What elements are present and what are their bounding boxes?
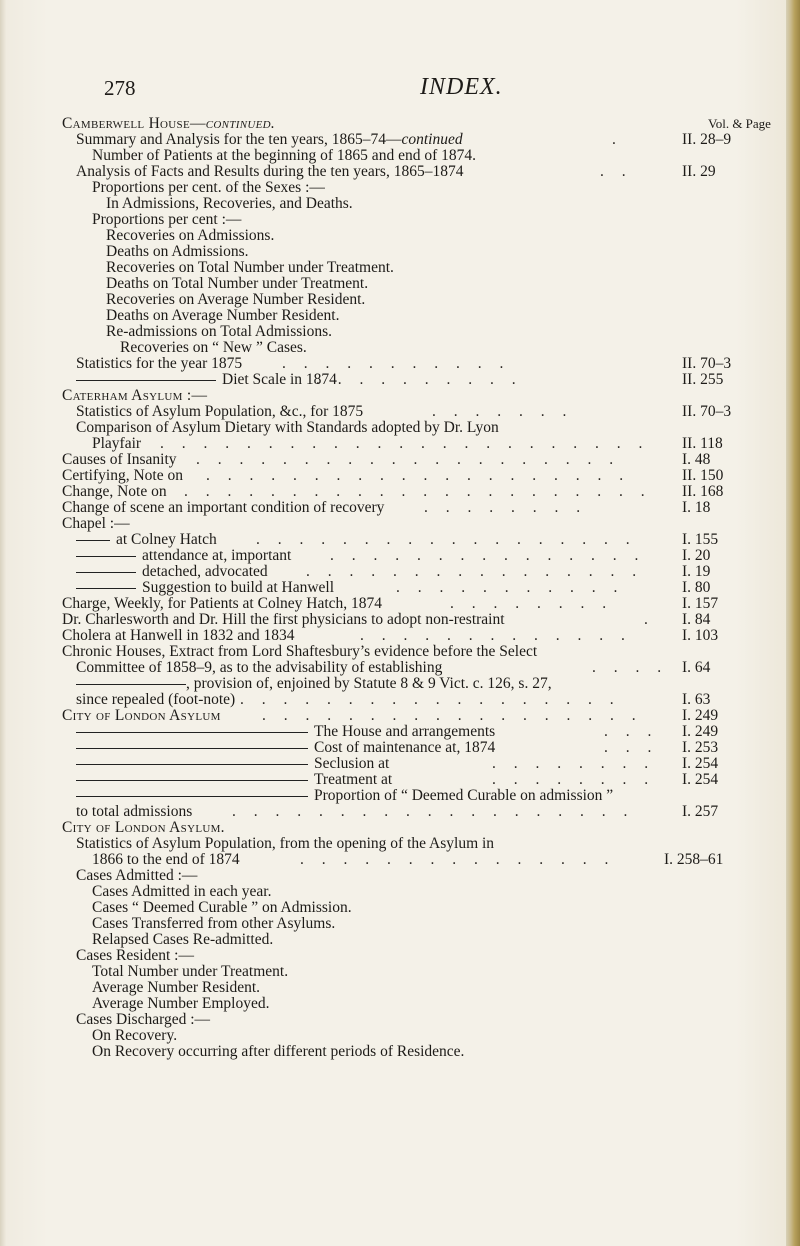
entry-heading: Camberwell House—continued.	[62, 115, 276, 132]
entry-text: Average Number Resident.	[92, 979, 261, 996]
leader-dots: . . . . . . . . . . .	[396, 579, 625, 596]
entry-text: Deaths on Average Number Resident.	[106, 307, 340, 324]
entry-text: Seclusion at	[76, 756, 389, 772]
entry-text: Diet Scale in 1874	[76, 372, 337, 388]
entry-ref: I. 155	[682, 531, 719, 548]
index-entry	[0, 436, 800, 452]
index-entry	[0, 996, 800, 1012]
ditto-rule	[76, 556, 136, 557]
entry-ref: I. 18	[682, 499, 711, 516]
index-entry	[0, 788, 800, 804]
entry-text: to total admissions	[76, 803, 193, 820]
ditto-rule	[76, 540, 110, 541]
entry-ref: I. 48	[682, 451, 711, 468]
index-entry	[0, 116, 800, 132]
entry-text: Certifying, Note on	[62, 467, 183, 484]
index-entry	[0, 820, 800, 836]
leader-dots: . . .	[604, 723, 659, 740]
entry-text: Charge, Weekly, for Patients at Colney Hatch, 1874	[62, 595, 383, 612]
leader-dots: . . . . . . . .	[424, 499, 588, 516]
entry-text: Cases Admitted in each year.	[92, 883, 272, 900]
entry-text: Average Number Employed.	[92, 995, 270, 1012]
entry-text: Change of scene an important condition of recovery	[62, 499, 385, 516]
index-entry	[0, 628, 800, 644]
index-entry	[0, 692, 800, 708]
page-header	[0, 72, 800, 112]
running-head: INDEX.	[420, 74, 503, 100]
leader-dots: . . . . . . . . . . . . .	[360, 627, 632, 644]
entry-ref: I. 19	[682, 563, 711, 580]
ditto-rule	[76, 684, 186, 685]
index-entry	[0, 916, 800, 932]
index-entry	[0, 932, 800, 948]
entry-heading: Caterham Asylum :—	[62, 387, 208, 404]
entry-text: attendance at, important	[76, 548, 291, 564]
entry-text: Dr. Charlesworth and Dr. Hill the first physicians to adopt non-restraint	[62, 611, 505, 628]
index-entry	[0, 948, 800, 964]
entry-text: Proportions per cent. of the Sexes :—	[92, 179, 325, 196]
entry-text: Chapel :—	[62, 515, 130, 532]
index-entry	[0, 868, 800, 884]
index-entry	[0, 804, 800, 820]
index-entry	[0, 676, 800, 692]
entry-ref: I. 258–61	[664, 851, 724, 868]
entry-text: Deaths on Admissions.	[106, 243, 249, 260]
entry-text: Cholera at Hanwell in 1832 and 1834	[62, 627, 295, 644]
entry-ref: II. 29	[682, 163, 716, 180]
entry-text: Relapsed Cases Re-admitted.	[92, 931, 274, 948]
index-entry	[0, 484, 800, 500]
ditto-rule	[76, 796, 308, 797]
index-entry	[0, 1012, 800, 1028]
ditto-rule	[76, 572, 136, 573]
index-entry	[0, 132, 800, 148]
index-entry	[0, 420, 800, 436]
index-entry	[0, 708, 800, 724]
entry-text: In Admissions, Recoveries, and Deaths.	[106, 195, 353, 212]
entry-text: Analysis of Facts and Results during the ten years, 1865–1874	[76, 163, 464, 180]
entry-ref: II. 28–9	[682, 131, 732, 148]
entry-text: Cases Admitted :—	[76, 867, 198, 884]
entry-text: Cases Discharged :—	[76, 1011, 211, 1028]
index-entry	[0, 468, 800, 484]
entry-ref: I. 157	[682, 595, 719, 612]
index-entry	[0, 612, 800, 628]
entry-text: Re-admissions on Total Admissions.	[106, 323, 332, 340]
leader-dots: . . . . . . . . . . . . . . .	[330, 547, 646, 564]
entry-ref: II. 255	[682, 371, 724, 388]
entry-ref: I. 64	[682, 659, 711, 676]
index-entry	[0, 532, 800, 548]
index-entry	[0, 1044, 800, 1060]
entry-ref: II. 118	[682, 435, 723, 452]
leader-dots: . . . . . . . . . . . . . . . . . .	[240, 691, 621, 708]
leader-dots: . . . . . . . . . . . . . . . . . .	[262, 707, 643, 724]
index-entry	[0, 404, 800, 420]
entry-text: On Recovery occurring after different periods of Residence.	[92, 1043, 465, 1060]
entry-ref: I. 20	[682, 547, 711, 564]
index-entry	[0, 212, 800, 228]
leader-dots: . . . . . . .	[432, 403, 574, 420]
index-entry	[0, 1028, 800, 1044]
ditto-rule	[76, 748, 308, 749]
leader-dots: .	[644, 611, 655, 628]
leader-dots: . .	[600, 163, 633, 180]
ditto-rule	[76, 588, 136, 589]
entry-ref: II. 70–3	[682, 355, 732, 372]
entry-text: , provision of, enjoined by Statute 8 & 9 Vict. c. 126, s. 27,	[76, 676, 552, 692]
index-entry	[0, 324, 800, 340]
index-entry	[0, 660, 800, 676]
entry-text: Statistics of Asylum Population, &c., for 1875	[76, 403, 364, 420]
index-entry	[0, 260, 800, 276]
entry-text: Proportion of “ Deemed Curable on admission ”	[76, 788, 613, 804]
entry-text: Change, Note on	[62, 483, 167, 500]
leader-dots: . . . . . . . . . . . . . . . . . . . .	[206, 467, 631, 484]
leader-dots: . . . .	[592, 659, 669, 676]
entry-ref: I. 63	[682, 691, 711, 708]
index-entry	[0, 356, 800, 372]
entry-text: Comparison of Asylum Dietary with Standards adopted by Dr. Lyon	[76, 419, 499, 436]
index-entry	[0, 164, 800, 180]
index-entry	[0, 980, 800, 996]
entry-text: Recoveries on Average Number Resident.	[106, 291, 366, 308]
leader-dots: . . . . . . . . . . . . . . . .	[306, 563, 644, 580]
entry-text: Recoveries on “ New ” Cases.	[120, 339, 307, 356]
index-entry	[0, 900, 800, 916]
index-entry	[0, 644, 800, 660]
index-entry	[0, 756, 800, 772]
entry-ref: I. 84	[682, 611, 711, 628]
index-entry	[0, 244, 800, 260]
entry-ref: I. 254	[682, 771, 719, 788]
index-entry	[0, 292, 800, 308]
index-entry	[0, 836, 800, 852]
index-entry	[0, 148, 800, 164]
leader-dots: . . . . . . . . . . .	[282, 355, 511, 372]
index-entry	[0, 884, 800, 900]
entry-text: at Colney Hatch	[76, 532, 217, 548]
entry-ref: II. 168	[682, 483, 724, 500]
entry-text: Causes of Insanity	[62, 451, 177, 468]
index-entry	[0, 724, 800, 740]
index-entry	[0, 340, 800, 356]
index-entry	[0, 516, 800, 532]
leader-dots: . . . . . . . .	[492, 771, 656, 788]
leader-dots: . . . . . . . . . .	[316, 371, 523, 388]
entry-text: Statistics of Asylum Population, from the opening of the Asylum in	[76, 835, 495, 852]
entry-text: Chronic Houses, Extract from Lord Shaftesbury’s evidence before the Select	[62, 643, 538, 660]
entry-ref: I. 257	[682, 803, 719, 820]
entry-text: Number of Patients at the beginning of 1865 and end of 1874.	[92, 147, 476, 164]
leader-dots: . . . . . . . . . . . . . . . . . . . . . . .	[160, 435, 650, 452]
leader-dots: . . .	[604, 739, 659, 756]
index-entry	[0, 964, 800, 980]
entry-ref: I. 103	[682, 627, 719, 644]
leader-dots: . . . . . . . . . . . . . . . . . . . . . .	[184, 483, 652, 500]
entry-ref: II. 70–3	[682, 403, 732, 420]
leader-dots: . . . . . . . . . . . . . . . . . . . .	[196, 451, 621, 468]
index-entry	[0, 372, 800, 388]
leader-dots: . . . . . . . . . . . . . . . . . .	[256, 531, 637, 548]
index-entry	[0, 564, 800, 580]
entry-ref: I. 80	[682, 579, 711, 596]
entry-text: Cases “ Deemed Curable ” on Admission.	[92, 899, 352, 916]
page-number: 278	[104, 76, 136, 100]
entry-text: Cases Resident :—	[76, 947, 194, 964]
entry-text: since repealed (foot-note)	[76, 691, 236, 708]
ditto-rule	[76, 732, 308, 733]
index-entry	[0, 548, 800, 564]
entry-text: detached, advocated	[76, 564, 268, 580]
entry-ref: I. 254	[682, 755, 719, 772]
entry-text: Cost of maintenance at, 1874	[76, 740, 495, 756]
entry-text: 1866 to the end of 1874	[92, 851, 240, 868]
entry-ref: I. 249	[682, 707, 719, 724]
entry-heading: City of London Asylum.	[62, 819, 225, 836]
entry-text: Treatment at	[76, 772, 392, 788]
entry-text: Suggestion to build at Hanwell	[76, 580, 334, 596]
index-entry	[0, 308, 800, 324]
ditto-rule	[76, 780, 308, 781]
index-entry	[0, 500, 800, 516]
index-entry	[0, 196, 800, 212]
ditto-rule	[76, 380, 216, 381]
index-entry	[0, 740, 800, 756]
leader-dots: . . . . . . . .	[492, 755, 656, 772]
leader-dots: . . . . . . . . . . . . . . . . . . .	[232, 803, 635, 820]
entry-text: Recoveries on Total Number under Treatment.	[106, 259, 394, 276]
index-entry	[0, 596, 800, 612]
index-entry	[0, 852, 800, 868]
entry-text: Recoveries on Admissions.	[106, 227, 275, 244]
index-entry	[0, 452, 800, 468]
entry-text: Committee of 1858–9, as to the advisability of establishing	[76, 659, 443, 676]
index-entry	[0, 180, 800, 196]
index-entry	[0, 228, 800, 244]
entry-heading: City of London Asylum	[62, 707, 221, 724]
index-entries	[0, 116, 800, 1060]
entry-text: Playfair	[92, 435, 142, 452]
index-entry	[0, 276, 800, 292]
entry-text: Summary and Analysis for the ten years, 1865–74—continued	[76, 131, 463, 148]
leader-dots: . . . . . . . . . . . . . . .	[300, 851, 616, 868]
entry-ref: I. 249	[682, 723, 719, 740]
leader-dots: . . . . . . . .	[450, 595, 614, 612]
entry-text: On Recovery.	[92, 1027, 178, 1044]
entry-text: Deaths on Total Number under Treatment.	[106, 275, 369, 292]
entry-text: Total Number under Treatment.	[92, 963, 289, 980]
entry-ref: I. 253	[682, 739, 719, 756]
entry-text: Cases Transferred from other Asylums.	[92, 915, 336, 932]
entry-text: Statistics for the year 1875	[76, 355, 243, 372]
index-entry	[0, 388, 800, 404]
entry-text: The House and arrangements	[76, 724, 495, 740]
entry-text: Proportions per cent :—	[92, 211, 242, 228]
ditto-rule	[76, 764, 308, 765]
leader-dots: .	[612, 131, 623, 148]
entry-ref: II. 150	[682, 467, 724, 484]
index-entry	[0, 772, 800, 788]
column-header-vol-page: Vol. & Page	[708, 116, 771, 131]
index-entry	[0, 580, 800, 596]
